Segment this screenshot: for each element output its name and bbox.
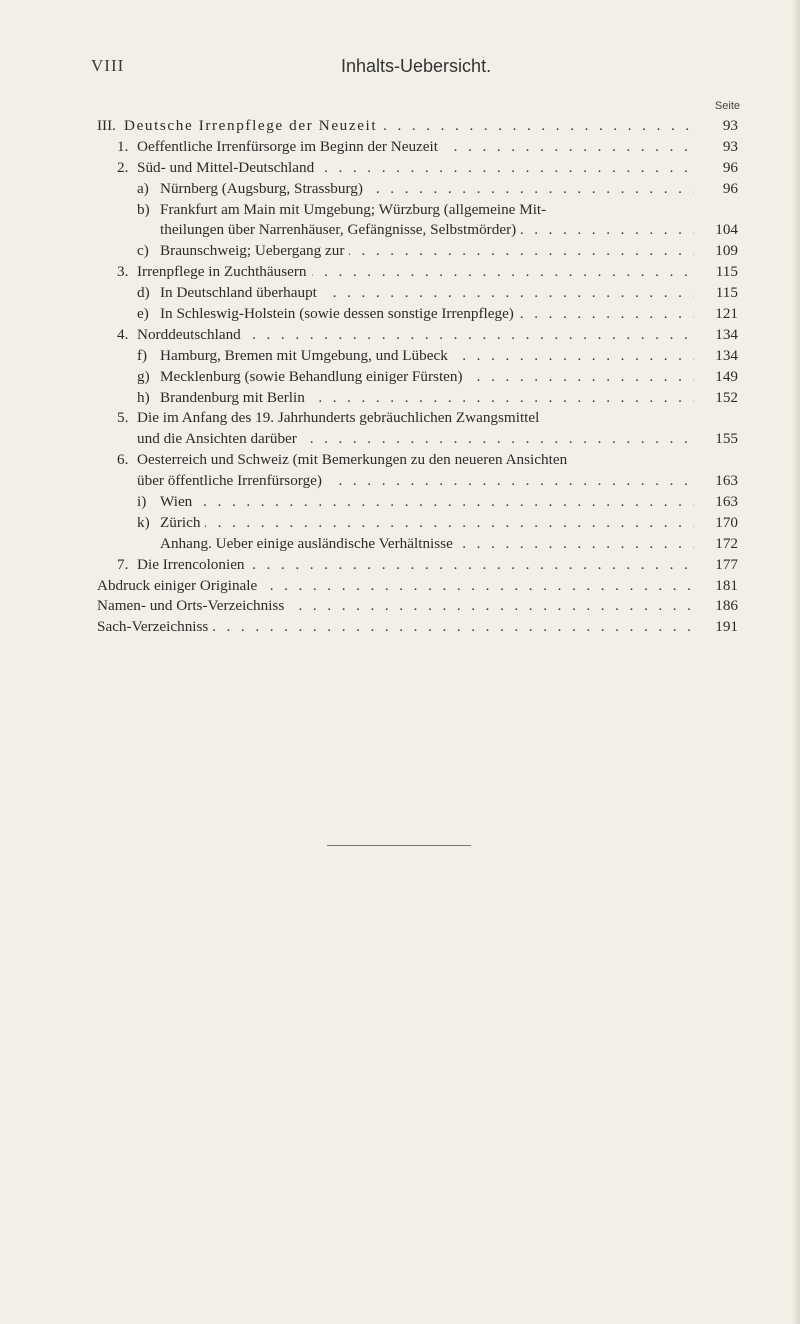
toc-page: 149 bbox=[694, 367, 738, 388]
toc-marker: 4. bbox=[117, 325, 129, 343]
running-title: Inhalts-Uebersicht. bbox=[341, 56, 492, 76]
toc-entry-subsection bbox=[0, 304, 800, 325]
toc-entry-subsection bbox=[0, 367, 800, 388]
toc-entry-continuation bbox=[0, 429, 800, 450]
toc-marker: e) bbox=[137, 305, 149, 323]
toc-title: Die im Anfang des 19. Jahrhunderts gebräuchlichen Zwangsmittel bbox=[137, 409, 544, 426]
toc-page: 191 bbox=[694, 617, 738, 638]
toc-page: 93 bbox=[694, 137, 738, 158]
toc-marker: h) bbox=[137, 388, 150, 406]
toc-marker: 5. bbox=[117, 409, 129, 427]
toc-title: Zürich bbox=[160, 514, 205, 531]
page-header bbox=[0, 56, 800, 82]
toc-page: 181 bbox=[694, 576, 738, 597]
toc-page: 109 bbox=[694, 241, 738, 262]
page-edge-shadow bbox=[792, 0, 800, 1324]
toc-page: 163 bbox=[694, 471, 738, 492]
toc-page: 121 bbox=[694, 304, 738, 325]
toc-title: Braunschweig; Uebergang zur bbox=[160, 242, 349, 259]
toc-page: 186 bbox=[694, 596, 738, 617]
toc-entry-section bbox=[0, 450, 800, 471]
toc-entry-backmatter bbox=[0, 576, 800, 597]
toc-entry-section bbox=[0, 137, 800, 158]
toc-title: Oesterreich und Schweiz (mit Bemerkungen zu den neueren Ansichten bbox=[137, 451, 572, 468]
toc-entry-subsection bbox=[0, 492, 800, 513]
toc-page: 93 bbox=[694, 116, 738, 137]
toc-marker: 1. bbox=[117, 137, 129, 155]
toc-title: Irrenpflege in Zuchthäusern bbox=[137, 263, 312, 280]
toc-entry-section bbox=[0, 408, 800, 429]
toc-title: In Deutschland überhaupt bbox=[160, 284, 322, 301]
toc-entry-continuation bbox=[0, 471, 800, 492]
toc-page: 155 bbox=[694, 429, 738, 450]
toc-entry-backmatter bbox=[0, 596, 800, 617]
toc-title: Abdruck einiger Originale bbox=[97, 577, 262, 594]
seite-column-label: Seite bbox=[714, 100, 740, 112]
toc-marker: k) bbox=[137, 513, 150, 531]
toc-marker: 6. bbox=[117, 451, 129, 469]
toc-title: Norddeutschland bbox=[137, 326, 246, 343]
toc-marker: d) bbox=[137, 284, 150, 302]
toc-page: 134 bbox=[694, 346, 738, 367]
toc-title: Oeffentliche Irrenfürsorge im Beginn der Neuzeit bbox=[137, 138, 443, 155]
toc-title: Frankfurt am Main mit Umgebung; Würzburg (allgemeine Mit- bbox=[160, 201, 551, 218]
toc-title: theilungen über Narrenhäuser, Gefängnisse, Selbstmörder) bbox=[160, 221, 521, 238]
toc-entry-appendix bbox=[0, 534, 800, 555]
toc-marker: g) bbox=[137, 367, 150, 385]
toc-page: 134 bbox=[694, 325, 738, 346]
toc-entry-section bbox=[0, 325, 800, 346]
toc-marker: i) bbox=[137, 493, 147, 511]
toc-title: Anhang. Ueber einige ausländische Verhältnisse bbox=[160, 535, 458, 552]
toc-entry-section bbox=[0, 262, 800, 283]
table-of-contents bbox=[0, 116, 800, 638]
toc-marker: 3. bbox=[117, 263, 129, 281]
toc-title: Wien bbox=[160, 493, 197, 510]
toc-title: Sach-Verzeichniss bbox=[97, 618, 213, 635]
toc-title: Hamburg, Bremen mit Umgebung, und Lübeck bbox=[160, 347, 453, 364]
toc-title: Nürnberg (Augsburg, Strassburg) bbox=[160, 180, 368, 197]
toc-page: 104 bbox=[694, 220, 738, 241]
toc-marker: a) bbox=[137, 179, 149, 197]
toc-entry-continuation bbox=[0, 220, 800, 241]
toc-title: In Schleswig-Holstein (sowie dessen sonstige Irrenpflege) bbox=[160, 305, 519, 322]
toc-page: 96 bbox=[694, 179, 738, 200]
toc-title: Mecklenburg (sowie Behandlung einiger Fürsten) bbox=[160, 368, 468, 385]
toc-entry-subsection bbox=[0, 513, 800, 534]
toc-entry-subsection bbox=[0, 346, 800, 367]
toc-entry-subsection bbox=[0, 388, 800, 409]
toc-page: 163 bbox=[694, 492, 738, 513]
toc-marker: 7. bbox=[117, 555, 129, 573]
toc-page: 172 bbox=[694, 534, 738, 555]
toc-entry-subsection bbox=[0, 179, 800, 200]
toc-marker: 2. bbox=[117, 158, 129, 176]
toc-entry-section bbox=[0, 555, 800, 576]
toc-title: über öffentliche Irrenfürsorge) bbox=[137, 472, 327, 489]
toc-page: 170 bbox=[694, 513, 738, 534]
toc-title: und die Ansichten darüber bbox=[137, 430, 302, 447]
toc-page: 152 bbox=[694, 388, 738, 409]
toc-title: Süd- und Mittel-Deutschland bbox=[137, 159, 319, 176]
toc-entry-subsection bbox=[0, 241, 800, 262]
toc-entry-subsection bbox=[0, 200, 800, 221]
toc-title: Die Irrencolonien bbox=[137, 556, 250, 573]
toc-marker: b) bbox=[137, 200, 150, 218]
toc-entry-chapter bbox=[0, 116, 800, 137]
toc-page: 115 bbox=[694, 262, 738, 283]
toc-marker: III. bbox=[97, 117, 116, 134]
toc-marker: f) bbox=[137, 346, 148, 364]
toc-title: Namen- und Orts-Verzeichniss bbox=[97, 597, 289, 614]
toc-marker: c) bbox=[137, 242, 149, 260]
end-rule bbox=[327, 845, 471, 846]
toc-page: 177 bbox=[694, 555, 738, 576]
page-number: VIII bbox=[91, 56, 125, 75]
toc-entry-backmatter bbox=[0, 617, 800, 638]
toc-entry-section bbox=[0, 158, 800, 179]
toc-page: 96 bbox=[694, 158, 738, 179]
toc-entry-subsection bbox=[0, 283, 800, 304]
toc-page: 115 bbox=[694, 283, 738, 304]
toc-title: Brandenburg mit Berlin bbox=[160, 389, 310, 406]
toc-title: Deutsche Irrenpflege der Neuzeit bbox=[124, 117, 382, 134]
